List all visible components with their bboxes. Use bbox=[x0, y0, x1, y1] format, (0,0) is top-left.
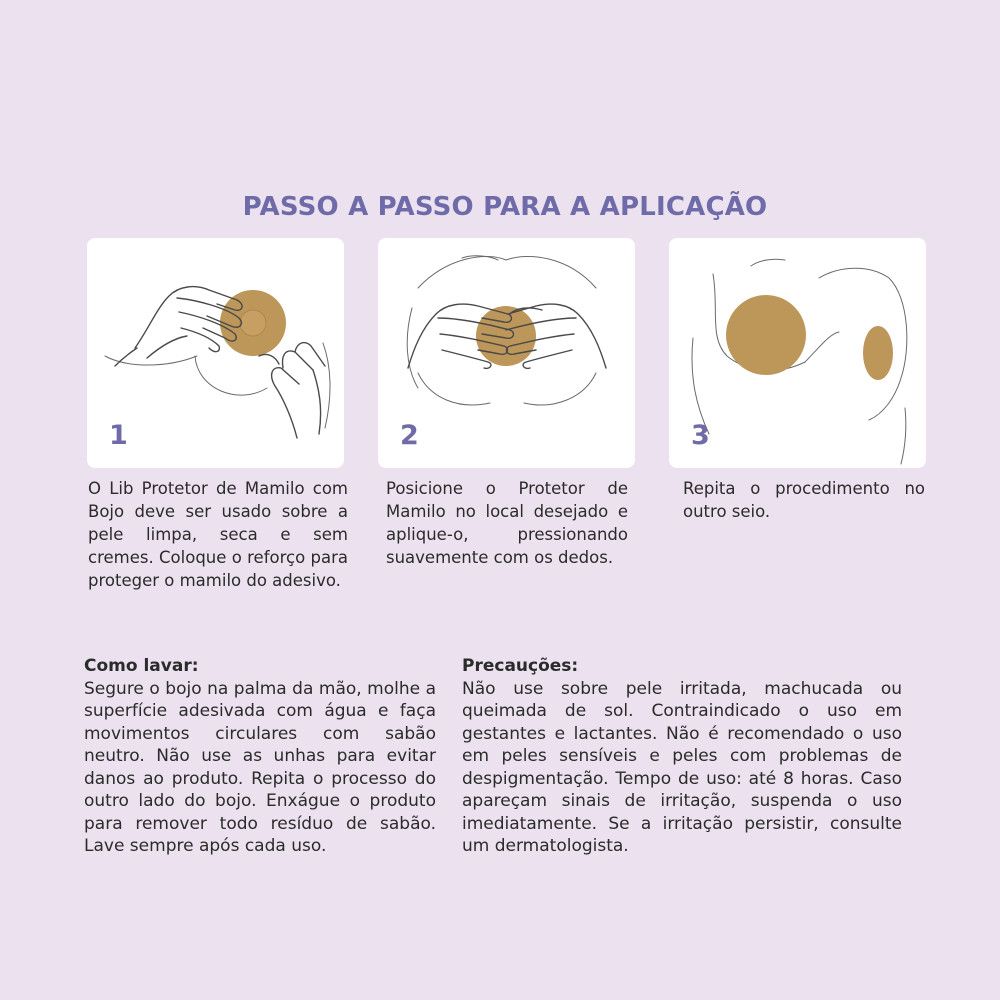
page-title: PASSO A PASSO PARA A APLICAÇÃO bbox=[242, 192, 768, 222]
wash-section bbox=[84, 655, 436, 858]
wash-text: Segure o bojo na palma da mão, molhe a superfície adesivada com água e faça movimentos circulares com sabão neutro. Não use as unhas para evitar danos ao produto. Repita o processo do outro lado do bojo. Enxágue o produto para remover todo resíduo de sabão. Lave sempre após cada uso. bbox=[84, 678, 436, 856]
wash-heading: Como lavar: bbox=[84, 656, 199, 676]
nipple-protector-left-icon bbox=[726, 295, 806, 375]
precautions-section bbox=[462, 655, 902, 858]
step-2-card bbox=[378, 238, 635, 468]
step-1-text: O Lib Protetor de Mamilo com Bojo deve ser usado sobre a pele limpa, seca e sem cremes. Coloque o reforço para proteger o mamilo do adesivo. bbox=[88, 479, 348, 590]
step-3-text: Repita o procedimento no outro seio. bbox=[683, 479, 925, 521]
step-3-card bbox=[669, 238, 926, 468]
nipple-protector-icon bbox=[476, 306, 536, 366]
precautions-heading: Precauções: bbox=[462, 656, 579, 676]
nipple-protector-right-icon bbox=[863, 326, 893, 380]
step-2-text: Posicione o Protetor de Mamilo no local desejado e aplique-o, pressionando suavemente com os dedos. bbox=[386, 479, 628, 567]
step-1-card bbox=[87, 238, 344, 468]
step-number: 3 bbox=[691, 420, 710, 451]
precautions-text: Não use sobre pele irritada, machucada ou queimada de sol. Contraindicado o uso em gestantes e lactantes. Não é recomendado o uso em peles sensíveis e peles com problemas de despigmentação. Tempo de uso: até 8 horas. Caso apareçam sinais de irritação, suspenda o uso imediatamente. Se a irritação persistir, consulte um dermatologista. bbox=[462, 678, 902, 856]
step-number: 1 bbox=[109, 420, 128, 451]
step-number: 2 bbox=[400, 420, 419, 451]
